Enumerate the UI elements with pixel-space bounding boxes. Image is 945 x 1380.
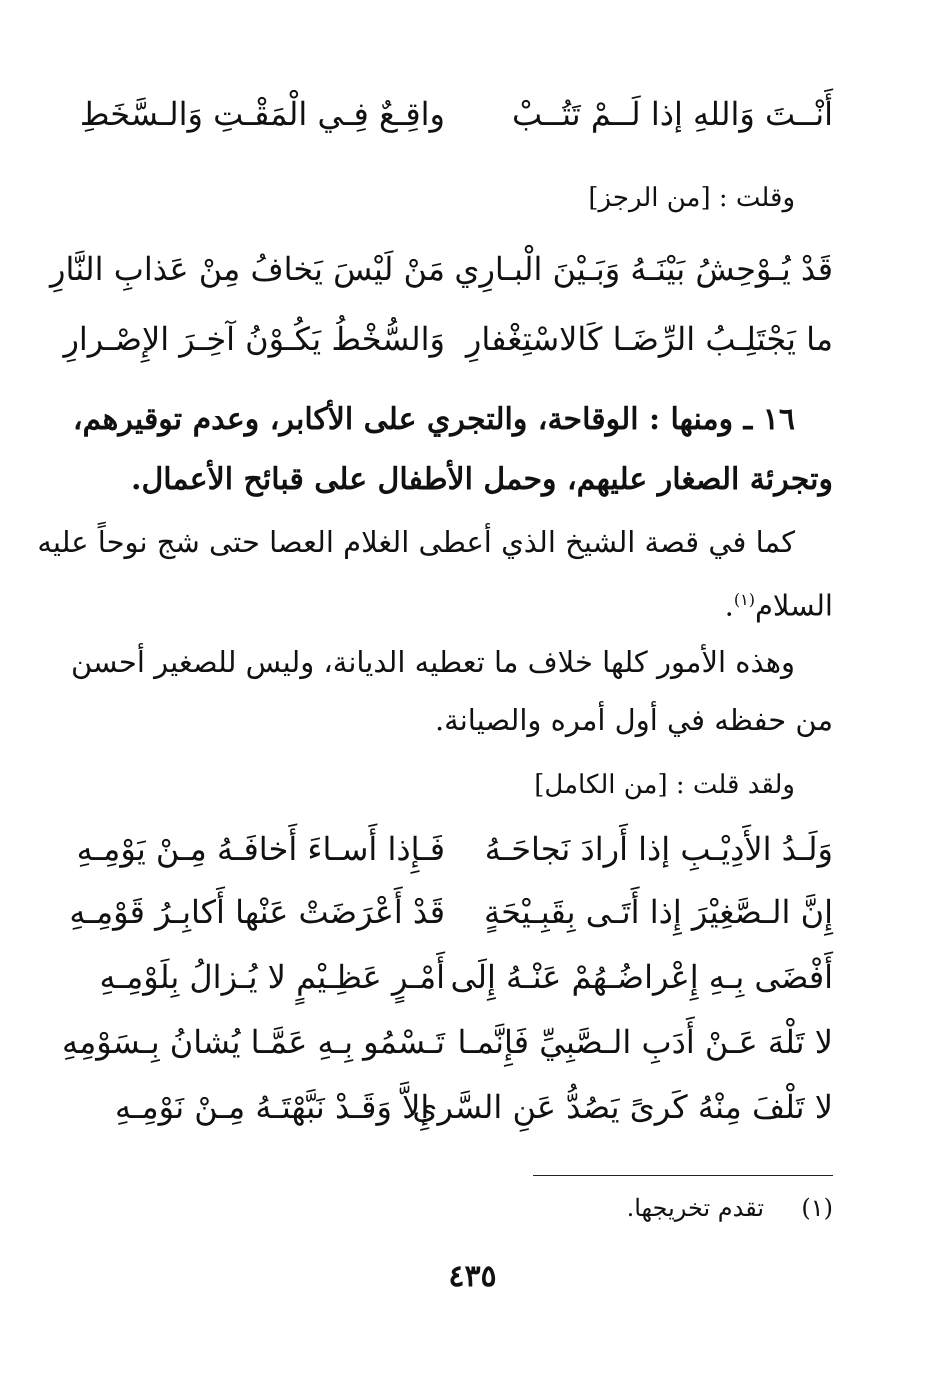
item-16-line-1: ١٦ ـ ومنها : الوقاحة، والتجري على الأكابر، وعدم توقيرهم، — [72, 402, 795, 437]
kamil-verse-4-left: تَـسْمُو بِـهِ عَمَّـا يُشانُ بِـسَوْمِهِ — [61, 1023, 445, 1061]
kamil-verse-3-right: أَفْضَى بِـهِ إِعْراضُـهُمْ عَنْـهُ إِلَى — [450, 958, 833, 996]
footnote-divider — [533, 1175, 833, 1176]
footnote-number: (١) — [801, 1194, 833, 1222]
rajaz-verse-2-right: ما يَجْتَلِـبُ الرِّضَـا كَالاسْتِغْفارِ — [465, 320, 833, 358]
rajaz-intro: وقلت : [من الرجز] — [588, 183, 795, 213]
page-number: ٤٣٥ — [448, 1259, 497, 1294]
verse-top-right-hemistich: أَنْــتَ وَاللهِ إذا لَــمْ تَتُــبْ — [511, 95, 833, 133]
kamil-intro: ولقد قلت : [من الكامل] — [534, 770, 795, 800]
kamil-verse-2-right: إِنَّ الـصَّغِيْرَ إِذا أَتَـى بِقَبِـيْحَةٍ — [483, 893, 833, 931]
kamil-verse-5-right: لا تَلْفَ مِنْهُ كَرىً يَصُدُّ عَنِ السَّرى — [412, 1088, 833, 1126]
rajaz-verse-1-left: مَنْ لَيْسَ يَخافُ مِنْ عَذابِ النَّارِ — [50, 250, 445, 288]
kamil-verse-1-right: وَلَـدُ الأَدِيْـبِ إذا أَرادَ نَجاحَـهُ — [484, 830, 833, 868]
paragraph-1-text: السلام — [754, 588, 833, 623]
footnote — [627, 1190, 833, 1226]
paragraph-1-line-2 — [123, 578, 833, 628]
kamil-verse-5-left: إِلاَّ وَقَـدْ نَبَّهْتَـهُ مِـنْ نَوْمِـهِ — [115, 1088, 430, 1126]
paragraph-2-line-1: وهذه الأمور كلها خلاف ما تعطيه الديانة، وليس للصغير أحسن — [70, 645, 795, 679]
verse-top-left-hemistich: واقِـعٌ فِـي الْمَقْـتِ وَالـسَّخَطِ — [79, 95, 445, 133]
kamil-verse-4-right: لا تَلْهَ عَـنْ أَدَبِ الـصَّبِيِّ فَإِنَّمـا — [457, 1023, 833, 1061]
footnote-text: تقدم تخريجها. — [626, 1194, 765, 1222]
rajaz-verse-1-right: قَدْ يُـوْحِشُ بَيْنَـهُ وَبَـيْنَ الْبـارِي — [454, 250, 833, 288]
paragraph-2-line-2: من حفظه في أول أمره والصيانة. — [434, 703, 833, 737]
item-16-line-2: وتجرئة الصغار عليهم، وحمل الأطفال على قبائح الأعمال. — [131, 462, 833, 497]
kamil-verse-2-left: قَدْ أَعْرَضَتْ عَنْها أَكابِـرُ قَوْمِـهِ — [69, 893, 445, 931]
paragraph-1-end: . — [724, 588, 734, 623]
rajaz-verse-2-left: وَالسُّخْطُ يَكُـوْنُ آخِـرَ الإِصْـرارِ — [63, 320, 445, 358]
kamil-verse-3-left: أَمْـرٍ عَظِـيْمٍ لا يُـزالُ بِلَوْمِـهِ — [99, 958, 445, 996]
paragraph-1-line-1: كما في قصة الشيخ الذي أعطى الغلام العصا حتى شج نوحاً عليه — [37, 525, 795, 559]
footnote-reference: (١) — [733, 590, 755, 609]
kamil-verse-1-left: فَـإِذا أَسـاءَ أَخافَـهُ مِـنْ يَوْمِـهِ — [76, 830, 445, 868]
